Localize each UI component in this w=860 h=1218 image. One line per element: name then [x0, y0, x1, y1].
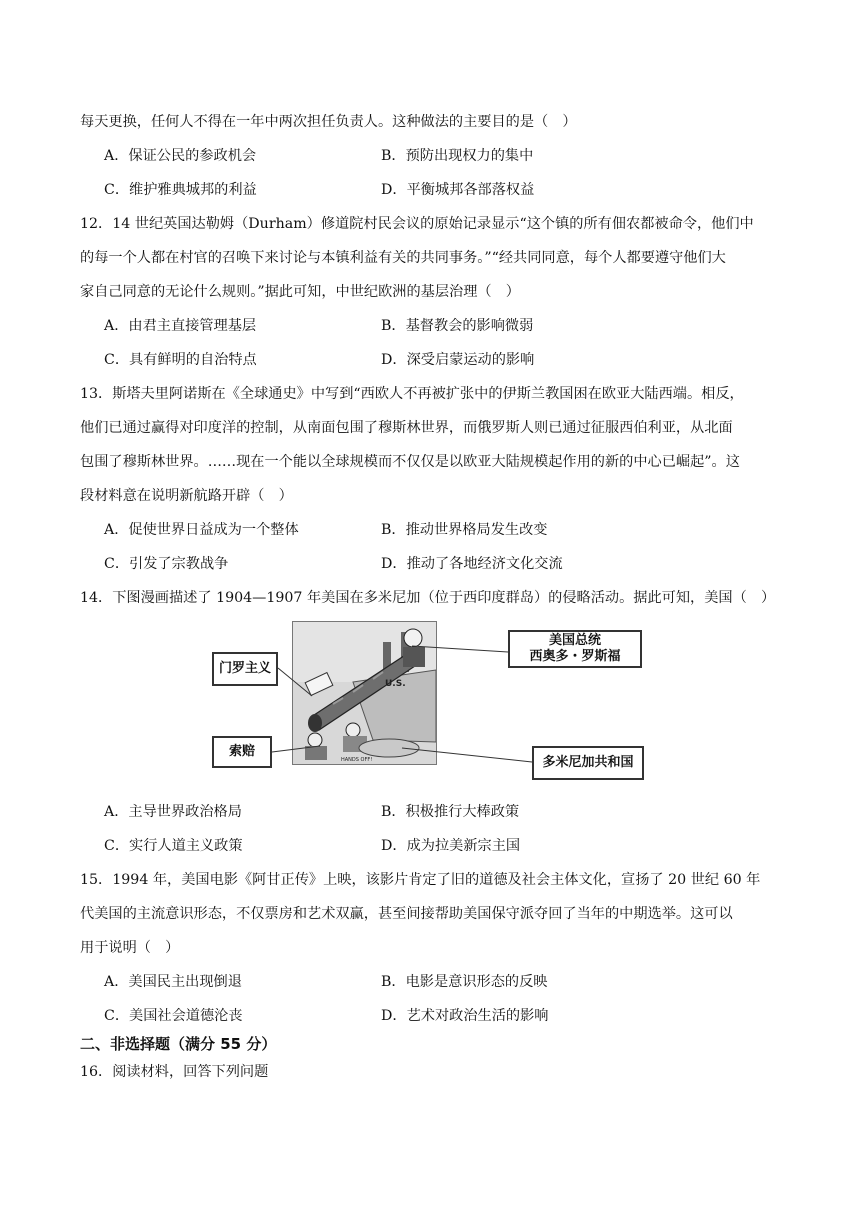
q11-option-a[interactable]: A．保证公民的参政机会 — [104, 148, 257, 164]
q14-option-c[interactable]: C．实行人道主义政策 — [104, 838, 243, 854]
q15-option-d[interactable]: D．艺术对政治生活的影响 — [381, 1008, 549, 1024]
q11-option-b[interactable]: B．预防出现权力的集中 — [381, 148, 534, 164]
q14-cartoon-figure — [212, 618, 644, 770]
q12-stem-line-1: 12．14 世纪英国达勒姆（Durham）修道院村民会议的原始记录显示“这个镇的所有佃农都被命令，他们中 — [80, 216, 754, 232]
cartoon-caption: HANDS OFF! — [341, 757, 373, 763]
q15-stem-line-1: 15．1994 年，美国电影《阿甘正传》上映，该影片肯定了旧的道德及社会主体文化，宣扬了 20 世纪 60 年 — [80, 872, 761, 888]
q13-stem-line-2: 他们已通过赢得对印度洋的控制，从南面包围了穆斯林世界，而俄罗斯人则已通过征服西伯利亚，从北面 — [80, 420, 733, 436]
q16-stem: 16．阅读材料，回答下列问题 — [80, 1064, 269, 1080]
q15-option-b[interactable]: B．电影是意识形态的反映 — [381, 974, 548, 990]
q15-option-a[interactable]: A．美国民主出现倒退 — [104, 974, 242, 990]
q13-stem-line-3: 包围了穆斯林世界。……现在一个能以全球规模而不仅仅是以欧亚大陆规模起作用的新的中心已崛起”。这 — [80, 454, 740, 470]
q15-stem-line-3: 用于说明（ ） — [80, 940, 180, 956]
label-us-president — [508, 630, 642, 668]
q12-option-c[interactable]: C．具有鲜明的自治特点 — [104, 352, 257, 368]
q14-stem: 14．下图漫画描述了 1904—1907 年美国在多米尼加（位于西印度群岛）的侵略活动。据此可知，美国（ ） — [80, 590, 776, 606]
q12-option-d[interactable]: D．深受启蒙运动的影响 — [381, 352, 535, 368]
q12-stem-line-3: 家自己同意的无论什么规则。”据此可知，中世纪欧洲的基层治理（ ） — [80, 284, 520, 300]
q12-option-b[interactable]: B．基督教会的影响微弱 — [381, 318, 534, 334]
q13-option-a[interactable]: A．促使世界日益成为一个整体 — [104, 522, 299, 538]
q13-stem-line-4: 段材料意在说明新航路开辟（ ） — [80, 488, 293, 504]
label-dominican-republic: 多米尼加共和国 — [532, 746, 644, 780]
q13-option-d[interactable]: D．推动了各地经济文化交流 — [381, 556, 563, 572]
cartoon-us-text: U.S. — [385, 679, 406, 689]
label-president-title: 美国总统 — [548, 633, 601, 648]
q11-option-c[interactable]: C．维护雅典城邦的利益 — [104, 182, 257, 198]
q11-stem: 每天更换，任何人不得在一年中两次担任负责人。这种做法的主要目的是（ ） — [80, 114, 577, 130]
q15-stem-line-2: 代美国的主流意识形态，不仅票房和艺术双赢，甚至间接帮助美国保守派夺回了当年的中期选举。这可以 — [80, 906, 733, 922]
q13-option-b[interactable]: B．推动世界格局发生改变 — [381, 522, 548, 538]
q14-option-d[interactable]: D．成为拉美新宗主国 — [381, 838, 521, 854]
q14-option-a[interactable]: A．主导世界政治格局 — [104, 804, 242, 820]
section-heading-non-choice: 二、非选择题（满分 55 分） — [80, 1035, 277, 1053]
q14-option-b[interactable]: B．积极推行大棒政策 — [381, 804, 520, 820]
q11-option-d[interactable]: D．平衡城邦各部落权益 — [381, 182, 535, 198]
q12-option-a[interactable]: A．由君主直接管理基层 — [104, 318, 257, 334]
q12-stem-line-2: 的每一个人都在村官的召唤下来讨论与本镇利益有关的共同事务。”“经共同同意，每个人都要遵守他们大 — [80, 250, 726, 266]
label-president-name: 西奥多・罗斯福 — [529, 649, 621, 664]
q15-option-c[interactable]: C．美国社会道德沦丧 — [104, 1008, 243, 1024]
label-compensation: 索赔 — [212, 736, 272, 768]
q13-stem-line-1: 13．斯塔夫里阿诺斯在《全球通史》中写到“西欧人不再被扩张中的伊斯兰教国困在欧亚大陆西端。相反， — [80, 386, 744, 402]
label-monroe-doctrine: 门罗主义 — [212, 652, 278, 686]
q13-option-c[interactable]: C．引发了宗教战争 — [104, 556, 229, 572]
